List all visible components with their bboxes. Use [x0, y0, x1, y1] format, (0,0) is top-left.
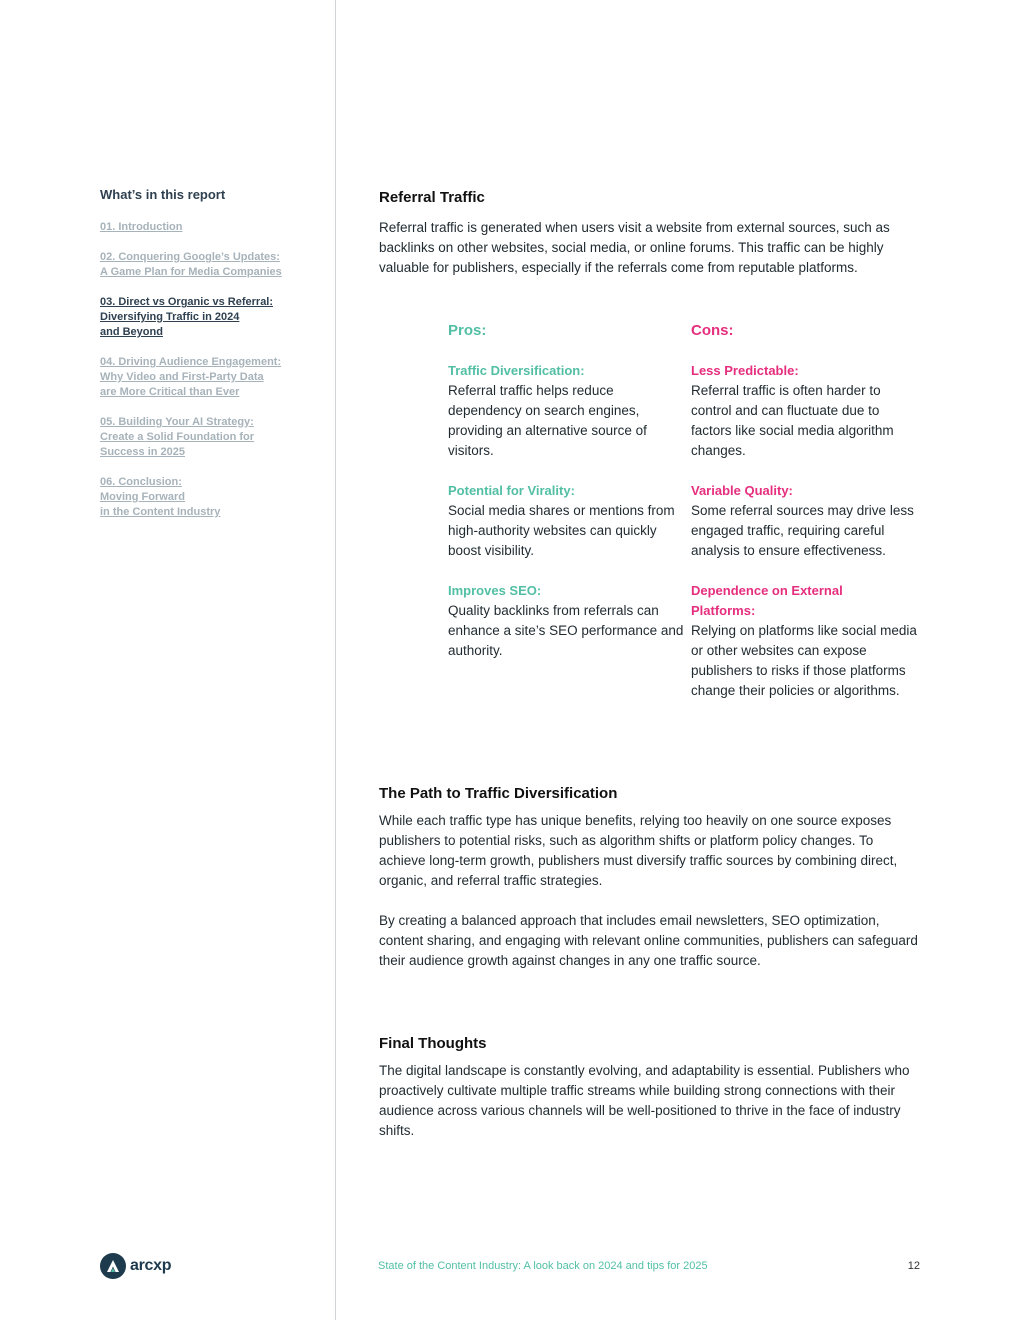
footer-report-title: State of the Content Industry: A look back on 2024 and tips for 2025	[378, 1260, 708, 1272]
toc-title: What’s in this report	[100, 187, 226, 202]
toc-link-conclusion[interactable]: 06. Conclusion: Moving Forward in the Content Industry	[100, 476, 221, 518]
pros-heading: Pros:	[448, 322, 487, 339]
pro-item-title: Improves SEO:	[448, 583, 542, 598]
pro-item-title: Potential for Virality:	[448, 483, 575, 498]
arcxp-logo-text: arcxp	[130, 1257, 172, 1274]
referral-traffic-section	[379, 187, 919, 278]
referral-traffic-body: Referral traffic is generated when users visit a website from external sources, such as backlinks on other websites, social media, or online forums. This traffic can be highly valuable for publishers, especially if the referrals come from reputable platforms.	[379, 220, 890, 275]
referral-traffic-heading: Referral Traffic	[379, 189, 485, 206]
con-item-text: Some referral sources may drive less engaged traffic, requiring careful analysis to ensure effectiveness.	[691, 503, 914, 558]
pro-item	[448, 581, 684, 661]
con-item-text: Relying on platforms like social media or other websites can expose publishers to risks if those platforms change their policies or algorithms.	[691, 623, 917, 698]
final-thoughts-section	[379, 1033, 919, 1141]
pro-item-text: Referral traffic helps reduce dependency on search engines, providing an alternative source of visitors.	[448, 383, 647, 458]
page-number: 12	[907, 1260, 920, 1272]
final-thoughts-body: The digital landscape is constantly evolving, and adaptability is essential. Publishers who proactively cultivate multiple traffic streams while building strong connections with their audience across various channels will be well-positioned to thrive in the face of industry shifts.	[379, 1063, 910, 1138]
pros-column	[448, 320, 684, 681]
con-item	[691, 581, 923, 701]
column-divider	[335, 0, 336, 1320]
pro-item-text: Social media shares or mentions from high-authority websites can quickly boost visibility.	[448, 503, 675, 558]
pro-item	[448, 481, 684, 561]
path-heading: The Path to Traffic Diversification	[379, 785, 618, 802]
arcxp-logo	[100, 1253, 171, 1279]
cons-heading: Cons:	[691, 322, 734, 339]
con-item-title: Dependence on External Platforms:	[691, 583, 843, 618]
con-item	[691, 361, 923, 461]
pro-item-title: Traffic Diversification:	[448, 363, 585, 378]
cons-column	[691, 320, 923, 721]
toc-link-traffic-diversification[interactable]: 03. Direct vs Organic vs Referral: Diversifying Traffic in 2024 and Beyond	[100, 296, 274, 338]
arcxp-logo-icon	[100, 1253, 126, 1279]
con-item	[691, 481, 923, 561]
toc-link-google-updates[interactable]: 02. Conquering Google’s Updates: A Game Plan for Media Companies	[100, 251, 282, 278]
con-item-title: Variable Quality:	[691, 483, 793, 498]
path-to-diversification-section	[379, 783, 919, 971]
path-paragraph-2: By creating a balanced approach that includes email newsletters, SEO optimization, content sharing, and engaging with relevant online communities, publishers can safeguard their audience growth against changes in any one traffic source.	[379, 913, 918, 968]
con-item-title: Less Predictable:	[691, 363, 799, 378]
pro-item-text: Quality backlinks from referrals can enhance a site’s SEO performance and authority.	[448, 603, 684, 658]
toc-link-audience-engagement[interactable]: 04. Driving Audience Engagement: Why Video and First-Party Data are More Critical than Ever	[100, 356, 282, 398]
toc-link-ai-strategy[interactable]: 05. Building Your AI Strategy: Create a Solid Foundation for Success in 2025	[100, 416, 255, 458]
toc-link-introduction[interactable]: 01. Introduction	[100, 221, 183, 233]
path-paragraph-1: While each traffic type has unique benefits, relying too heavily on one source exposes publishers to potential risks, such as algorithm shifts or platform policy changes. To achieve long-term growth, publishers must diversify traffic sources by combining direct, organic, and referral traffic strategies.	[379, 813, 898, 888]
con-item-text: Referral traffic is often harder to control and can fluctuate due to factors like social media algorithm changes.	[691, 383, 894, 458]
final-thoughts-heading: Final Thoughts	[379, 1035, 487, 1052]
pro-item	[448, 361, 684, 461]
table-of-contents	[100, 186, 320, 535]
